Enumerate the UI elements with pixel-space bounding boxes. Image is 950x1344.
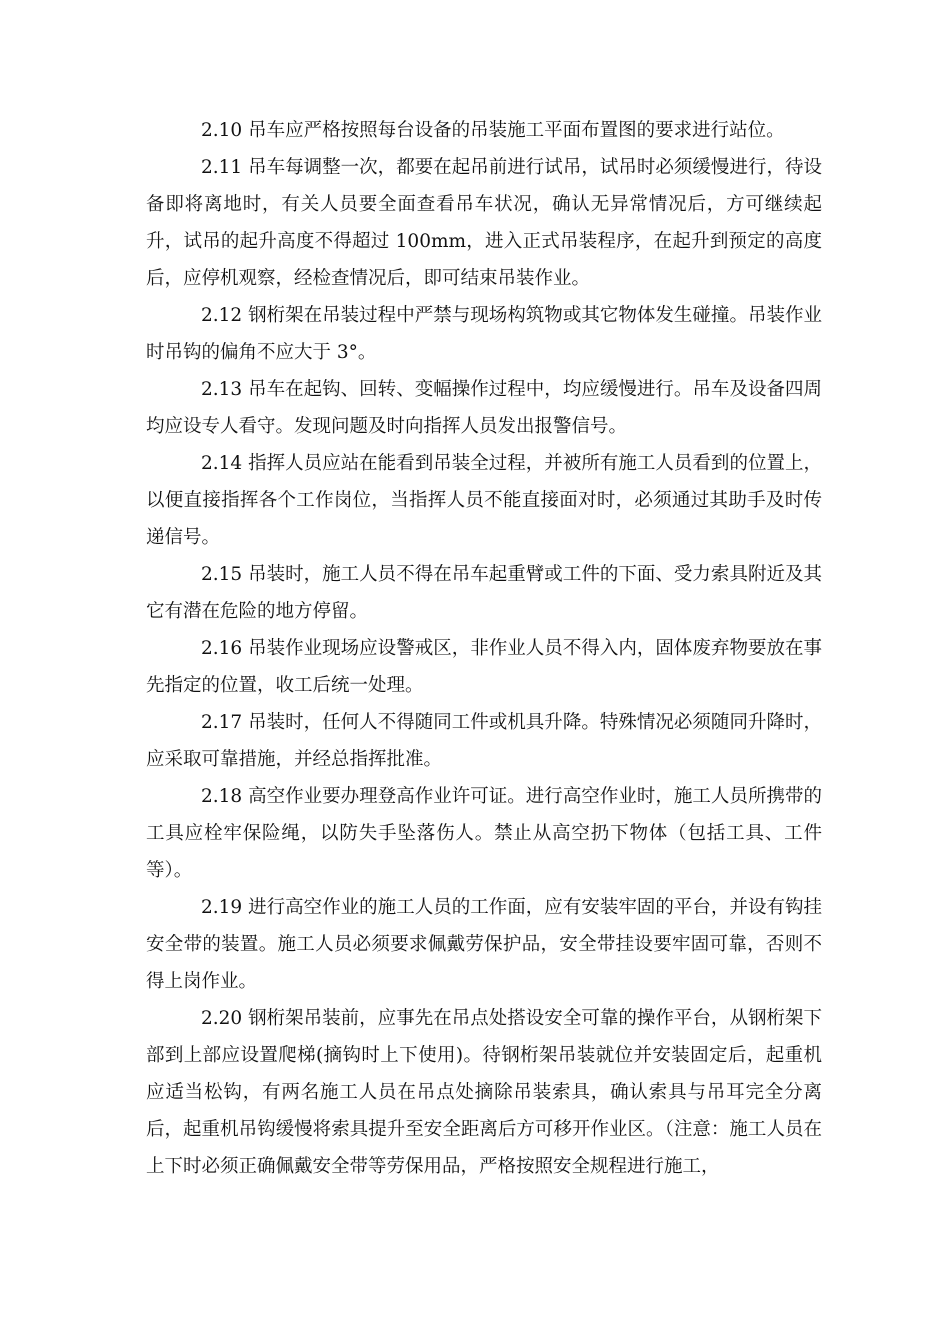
paragraph-2-14: 2.14 指挥人员应站在能看到吊装全过程，并被所有施工人员看到的位置上，以便直接指挥各个工作岗位，当指挥人员不能直接面对时，必须通过其助手及时传递信号。 [146, 453, 822, 548]
paragraph-2-18: 2.18 高空作业要办理登高作业许可证。进行高空作业时，施工人员所携带的工具应栓牢保险绳，以防失手坠落伤人。禁止从高空扔下物体（包括工具、工件等）。 [146, 786, 822, 881]
paragraph-2-10: 2.10 吊车应严格按照每台设备的吊装施工平面布置图的要求进行站位。 [201, 120, 785, 141]
paragraph-2-15: 2.15 吊装时，施工人员不得在吊车起重臂或工件的下面、受力索具附近及其它有潜在危险的地方停留。 [146, 564, 822, 622]
paragraph-2-19: 2.19 进行高空作业的施工人员的工作面，应有安装牢固的平台，并设有钩挂安全带的装置。施工人员必须要求佩戴劳保护品，安全带挂设要牢固可靠，否则不得上岗作业。 [146, 897, 822, 992]
paragraph-2-17: 2.17 吊装时，任何人不得随同工件或机具升降。特殊情况必须随同升降时，应采取可靠措施，并经总指挥批准。 [146, 712, 822, 770]
paragraph-2-11: 2.11 吊车每调整一次，都要在起吊前进行试吊，试吊时必须缓慢进行，待设备即将离地时，有关人员要全面查看吊车状况，确认无异常情况后，方可继续起升，试吊的起升高度不得超过 100mm，进入正式吊装程序，在起升到预定的高度后，应停机观察，经检查情况后，即可结束吊装作业。 [146, 157, 822, 289]
document-body [146, 112, 822, 1185]
paragraph-2-12: 2.12 钢桁架在吊装过程中严禁与现场构筑物或其它物体发生碰撞。吊装作业时吊钩的偏角不应大于 3°。 [146, 305, 822, 363]
paragraph-2-16: 2.16 吊装作业现场应设警戒区，非作业人员不得入内，固体废弃物要放在事先指定的位置，收工后统一处理。 [146, 638, 822, 696]
paragraph-2-13: 2.13 吊车在起钩、回转、变幅操作过程中，均应缓慢进行。吊车及设备四周均应设专人看守。发现问题及时向指挥人员发出报警信号。 [146, 379, 822, 437]
paragraph-2-20: 2.20 钢桁架吊装前，应事先在吊点处搭设安全可靠的操作平台，从钢桁架下部到上部应设置爬梯(摘钩时上下使用)。待钢桁架吊装就位并安装固定后，起重机应适当松钩，有两名施工人员在吊点处摘除吊装索具，确认索具与吊耳完全分离后，起重机吊钩缓慢将索具提升至安全距离后方可移开作业区。（注意：施工人员在上下时必须正确佩戴安全带等劳保用品，严格按照安全规程进行施工， [146, 1008, 822, 1177]
